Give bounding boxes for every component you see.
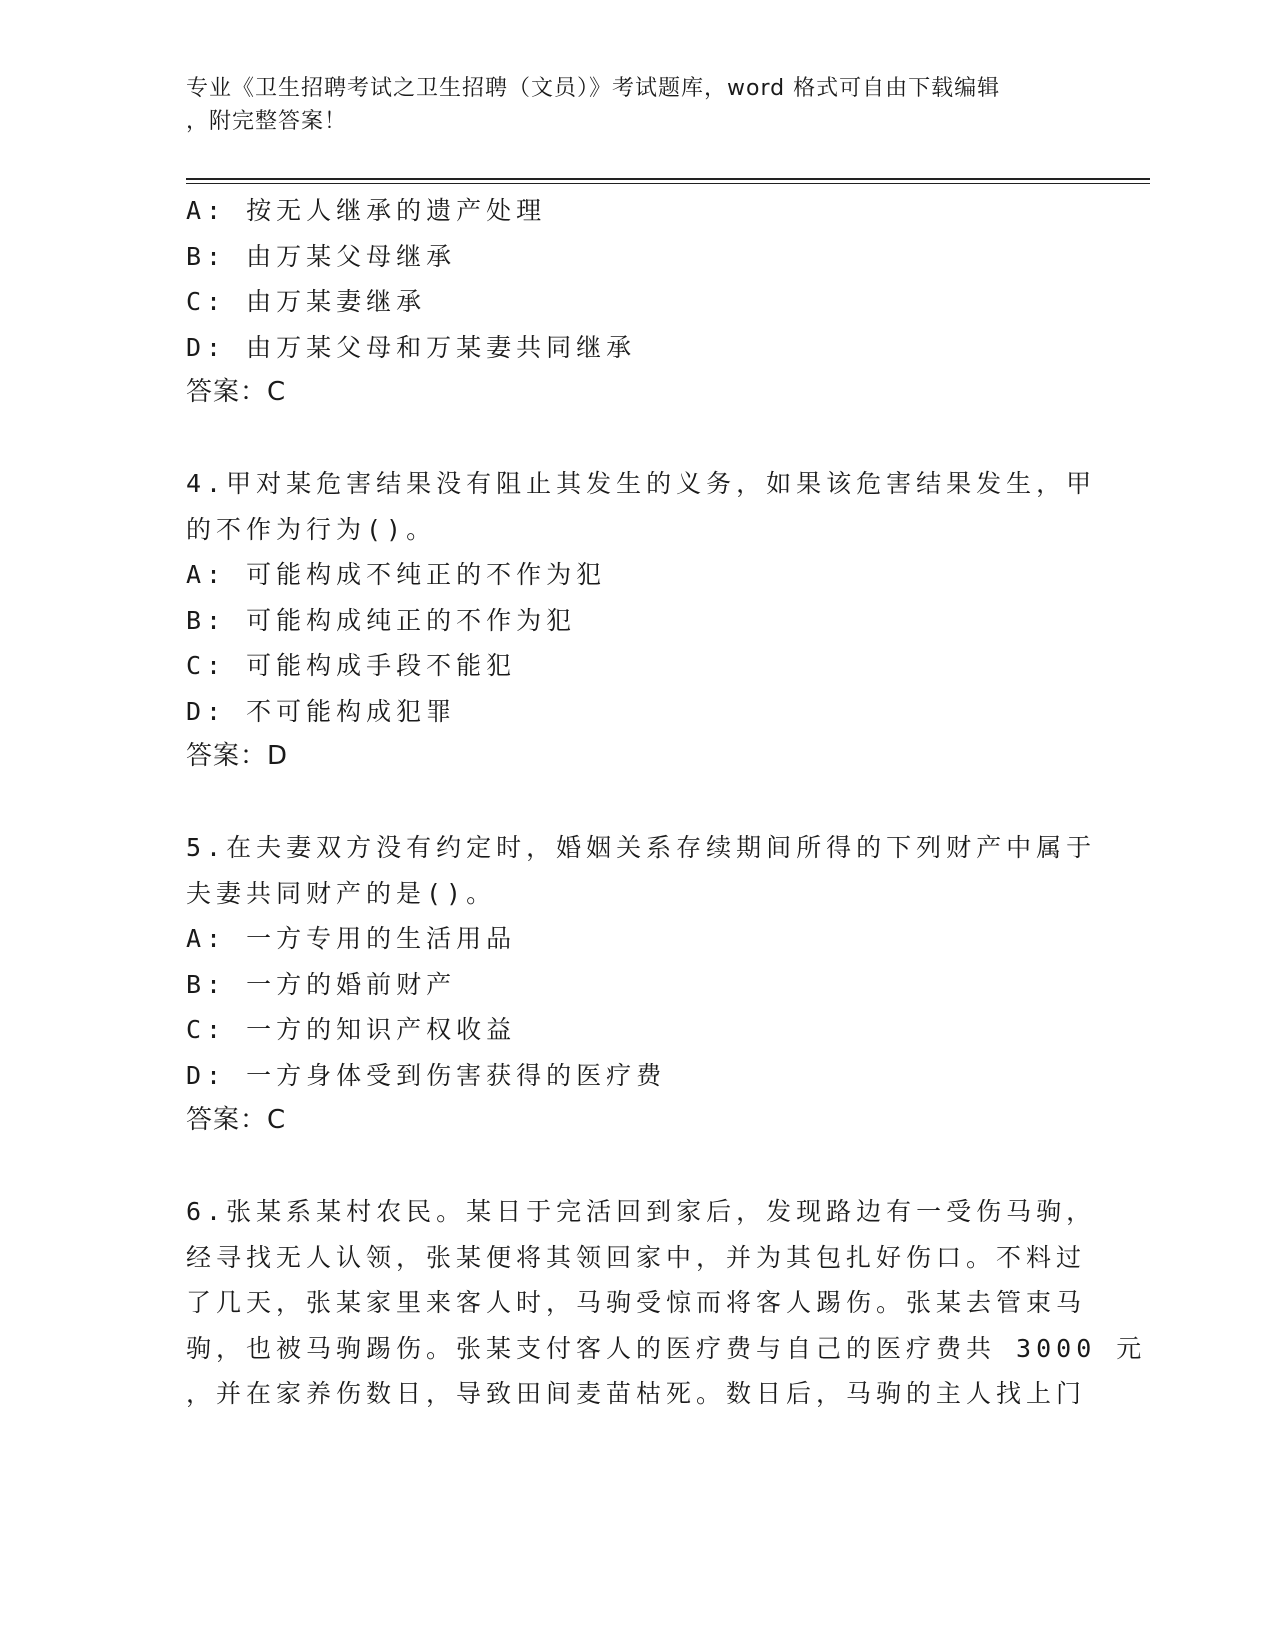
option-a: A: 一方专用的生活用品 <box>186 924 517 953</box>
answer: 答案：C <box>186 377 287 407</box>
question-stem-line: 6.张某系某村农民。某日于完活回到家后，发现路边有一受伤马驹， <box>186 1197 1097 1226</box>
question-stem-line: 5.在夫妻双方没有约定时，婚姻关系存续期间所得的下列财产中属于 <box>186 833 1097 862</box>
question-3 <box>186 188 1086 416</box>
header-rule-thick <box>186 178 1150 180</box>
spacer <box>186 1144 1086 1190</box>
question-6 <box>186 1189 1147 1417</box>
header-rule-thin <box>186 183 1150 184</box>
option-d: D: 一方身体受到伤害获得的医疗费 <box>186 1060 667 1090</box>
document-header <box>186 72 1066 138</box>
option-b: B: 可能构成纯正的不作为犯 <box>186 605 577 635</box>
question-stem-line: 夫妻共同财产的是()。 <box>186 878 497 908</box>
header-line-1: 专业《卫生招聘考试之卫生招聘（文员）》考试题库，word 格式可自由下载编辑 <box>186 76 1001 101</box>
question-4 <box>186 461 1097 780</box>
answer: 答案：C <box>186 1105 287 1135</box>
question-stem-line: 4.甲对某危害结果没有阻止其发生的义务，如果该危害结果发生，甲 <box>186 469 1097 498</box>
option-c: C: 由万某妻继承 <box>186 287 427 316</box>
option-a: A: 可能构成不纯正的不作为犯 <box>186 560 607 589</box>
question-stem-line: 了几天，张某家里来客人时，马驹受惊而将客人踢伤。张某去管束马 <box>186 1288 1087 1317</box>
question-list <box>186 188 1147 1417</box>
option-a: A: 按无人继承的遗产处理 <box>186 196 547 225</box>
question-stem-line: ，并在家养伤数日，导致田间麦苗枯死。数日后，马驹的主人找上门 <box>186 1379 1087 1408</box>
option-b: B: 一方的婚前财产 <box>186 969 457 999</box>
answer: 答案：D <box>186 741 289 771</box>
spacer <box>186 780 1086 826</box>
question-5 <box>186 825 1097 1144</box>
header-line-2: ，附完整答案！ <box>186 109 348 134</box>
question-stem-line: 经寻找无人认领，张某便将其领回家中，并为其包扎好伤口。不料过 <box>186 1242 1087 1272</box>
question-stem-line: 驹，也被马驹踢伤。张某支付客人的医疗费与自己的医疗费共 3000 元 <box>186 1333 1147 1363</box>
option-d: D: 由万某父母和万某妻共同继承 <box>186 332 637 362</box>
option-c: C: 一方的知识产权收益 <box>186 1015 517 1044</box>
spacer <box>186 416 1086 462</box>
option-b: B: 由万某父母继承 <box>186 241 457 271</box>
option-c: C: 可能构成手段不能犯 <box>186 651 517 680</box>
option-d: D: 不可能构成犯罪 <box>186 696 457 726</box>
question-stem-line: 的不作为行为()。 <box>186 514 437 544</box>
